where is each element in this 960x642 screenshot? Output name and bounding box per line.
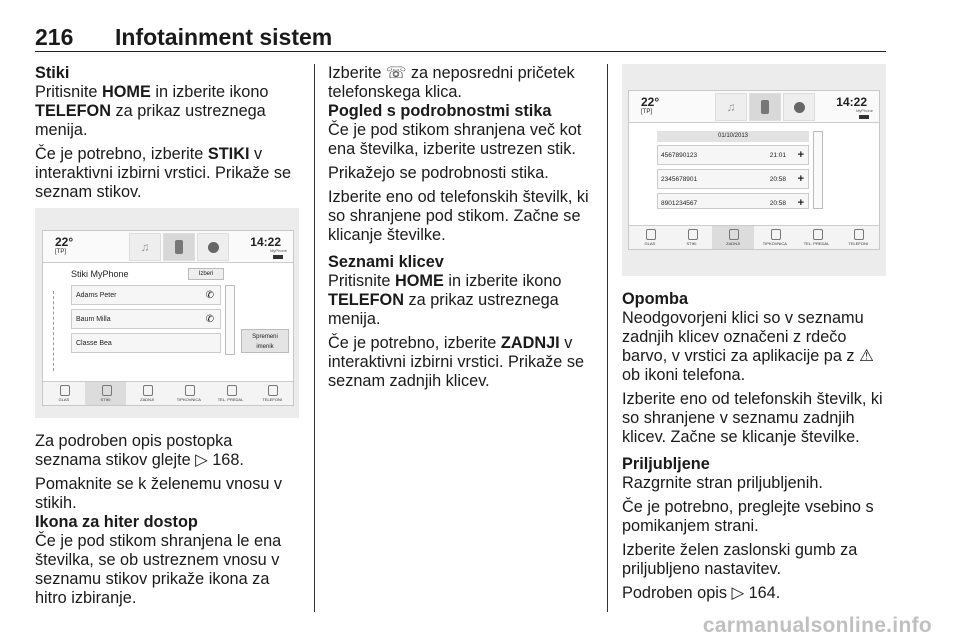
tp-label: [TP] xyxy=(55,249,67,255)
heading-pogled: Pogled s podrobnostmi stika xyxy=(328,102,552,120)
list-item xyxy=(657,169,809,189)
app-icons xyxy=(129,233,231,261)
keyword-home: HOME xyxy=(101,83,151,101)
page-number: 216 xyxy=(35,24,74,50)
text: in izberite ikono xyxy=(150,83,269,101)
text: Izberite xyxy=(328,64,386,82)
column-divider xyxy=(314,64,315,612)
phone-icon: ✆ xyxy=(205,314,214,325)
screenshot-contacts xyxy=(35,208,299,418)
scrollbar xyxy=(225,285,235,355)
paragraph: Izberite želen zaslonski gumb za priljubljeno nastavitev. xyxy=(622,541,858,578)
paragraph: Izberite eno od telefonskih številk, ki so shranjene v seznamu zadnjih klicev. Začne se klicanje številke. xyxy=(622,390,883,446)
phone-icon: ☏ xyxy=(385,64,407,82)
column-3 xyxy=(622,290,886,603)
text: Če je potrebno, izberite xyxy=(328,334,501,352)
date-header: 01/10/2013 xyxy=(657,131,809,142)
paragraph: Če je potrebno, preglejte vsebino s pomikanjem strani. xyxy=(622,498,874,535)
scrollbar xyxy=(813,131,823,209)
call-time: 21:01 xyxy=(769,152,786,159)
column-2 xyxy=(328,64,592,391)
tab-telefoni: TELEFONI xyxy=(251,382,293,405)
phone-icon xyxy=(163,233,195,261)
text: za prikaz ustreznega menija. xyxy=(35,102,266,139)
contact-name: Classe Bea xyxy=(76,340,112,347)
text: Če je potrebno, izberite xyxy=(35,145,208,163)
tab-zadnji: ZADNJI xyxy=(126,382,168,405)
screenshot-recent-calls xyxy=(622,64,886,276)
column-1 xyxy=(35,64,301,207)
phone-name: MyPhone xyxy=(270,248,287,253)
battery-icon xyxy=(859,115,869,119)
text: za prikaz ustreznega menija. xyxy=(328,291,559,328)
keyword-zadnji: ZADNJI xyxy=(500,334,560,352)
heading-seznami: Seznami klicev xyxy=(328,253,444,271)
paragraph: Podroben opis ▷ 164. xyxy=(622,584,781,602)
text: v interaktivni izbirni vrstici. Prikaže se seznam stikov. xyxy=(35,145,292,201)
tab-stiki: STIKI xyxy=(85,382,127,405)
text: v interaktivni izbirni vrstici. Prikaže se seznam zadnjih klicev. xyxy=(328,334,585,390)
text: Pritisnite xyxy=(35,83,102,101)
tab-telefoni: TELEFONI xyxy=(837,226,879,249)
plus-icon: + xyxy=(797,149,804,161)
button-label: Spremeni xyxy=(252,334,278,340)
column-divider xyxy=(607,64,608,612)
info-icon xyxy=(197,233,229,261)
heading-stiki: Stiki xyxy=(35,64,70,82)
temperature: 22° xyxy=(55,235,74,249)
keyword-stiki: STIKI xyxy=(207,145,250,163)
screen xyxy=(628,90,880,250)
text: za neposredni pričetek telefonskega klica. xyxy=(328,64,575,101)
keyword-telefon: TELEFON xyxy=(328,291,404,309)
phone-icon: ✆ xyxy=(205,290,214,301)
paragraph: Razgrnite stran priljubljenih. xyxy=(622,474,823,492)
music-icon: ♫ xyxy=(129,233,161,261)
heading-opomba: Opomba xyxy=(622,290,689,308)
page-title: Infotainment sistem xyxy=(115,24,333,50)
list-item xyxy=(657,145,809,165)
screen xyxy=(42,230,294,406)
paragraph xyxy=(35,145,301,202)
keyword-home: HOME xyxy=(394,272,444,290)
tab-tel-predal: TEL. PREDAL xyxy=(210,382,252,405)
paragraph xyxy=(328,64,592,102)
info-icon xyxy=(783,93,815,121)
paragraph xyxy=(328,272,592,329)
list-item xyxy=(71,309,221,329)
paragraph: Če je pod stikom shranjena več kot ena številka, izberite ustrezen stik. xyxy=(328,121,582,158)
alphabet-scroll xyxy=(53,291,57,371)
button-label: imenik xyxy=(256,344,274,350)
paragraph: Pomaknite se k želenemu vnosu v stikih. xyxy=(35,475,283,512)
status-bar xyxy=(629,91,879,123)
interaction-bar xyxy=(43,381,293,405)
paragraph: Za podroben opis postopka seznama stikov glejte ▷ 168. xyxy=(35,432,244,469)
column-1-lower xyxy=(35,432,301,608)
phone-name: MyPhone xyxy=(856,108,873,113)
list-item xyxy=(657,193,809,209)
app-icons xyxy=(715,93,817,121)
music-icon: ♫ xyxy=(715,93,747,121)
paragraph: Izberite eno od telefonskih številk, ki so shranjene pod stikom. Začne se klicanje številke. xyxy=(328,188,589,244)
tab-tel-predal: TEL. PREDAL xyxy=(796,226,838,249)
tab-tipkovnica: TIPKOVNICA xyxy=(168,382,210,405)
interaction-bar xyxy=(629,225,879,249)
tab-glas: GLAS xyxy=(43,382,85,405)
list-title: Stiki MyPhone xyxy=(71,269,129,279)
paragraph: Prikažejo se podrobnosti stika. xyxy=(328,164,549,182)
tab-zadnji: ZADNJI xyxy=(712,226,754,249)
plus-icon: + xyxy=(797,173,804,185)
tab-tipkovnica: TIPKOVNICA xyxy=(754,226,796,249)
keyword-telefon: TELEFON xyxy=(35,102,111,120)
call-number: 2345678901 xyxy=(661,176,698,183)
note-text: Neodgovorjeni klici so v seznamu zadnjih klicev označeni z rdečo barvo, v vrstici za aplikacije pa z ⚠ ob ikoni telefona. xyxy=(622,309,874,384)
tab-stiki: STIKI xyxy=(671,226,713,249)
watermark: carmanualsonline.info xyxy=(702,614,932,637)
call-number: 8901234567 xyxy=(661,200,698,207)
plus-icon: + xyxy=(797,197,804,209)
temperature: 22° xyxy=(641,95,660,109)
page-header xyxy=(35,22,886,52)
tp-label: [TP] xyxy=(641,109,653,115)
tab-glas: GLAS xyxy=(629,226,671,249)
clock: 14:22 xyxy=(250,235,281,249)
contact-name: Adams Peter xyxy=(76,292,117,299)
battery-icon xyxy=(273,255,283,259)
select-button: Izberi xyxy=(188,268,224,280)
call-time: 20:58 xyxy=(769,200,786,207)
heading-priljubljene: Priljubljene xyxy=(622,455,710,473)
contact-name: Baum Milla xyxy=(76,316,111,323)
paragraph xyxy=(35,83,301,140)
list-item xyxy=(71,285,221,305)
call-time: 20:58 xyxy=(769,176,786,183)
paragraph: Če je pod stikom shranjena le ena številka, se ob ustreznem vnosu v seznamu stikov prikaže ikona za hitro izbiranje. xyxy=(35,532,282,607)
heading-ikona: Ikona za hiter dostop xyxy=(35,513,198,531)
text: in izberite ikono xyxy=(443,272,562,290)
list-item xyxy=(71,333,221,353)
clock: 14:22 xyxy=(836,95,867,109)
status-bar xyxy=(43,231,293,263)
phone-icon xyxy=(749,93,781,121)
change-directory-button xyxy=(241,329,289,353)
note-box xyxy=(622,290,886,385)
paragraph xyxy=(328,334,592,391)
call-number: 4567890123 xyxy=(661,152,698,159)
text: Pritisnite xyxy=(328,272,395,290)
